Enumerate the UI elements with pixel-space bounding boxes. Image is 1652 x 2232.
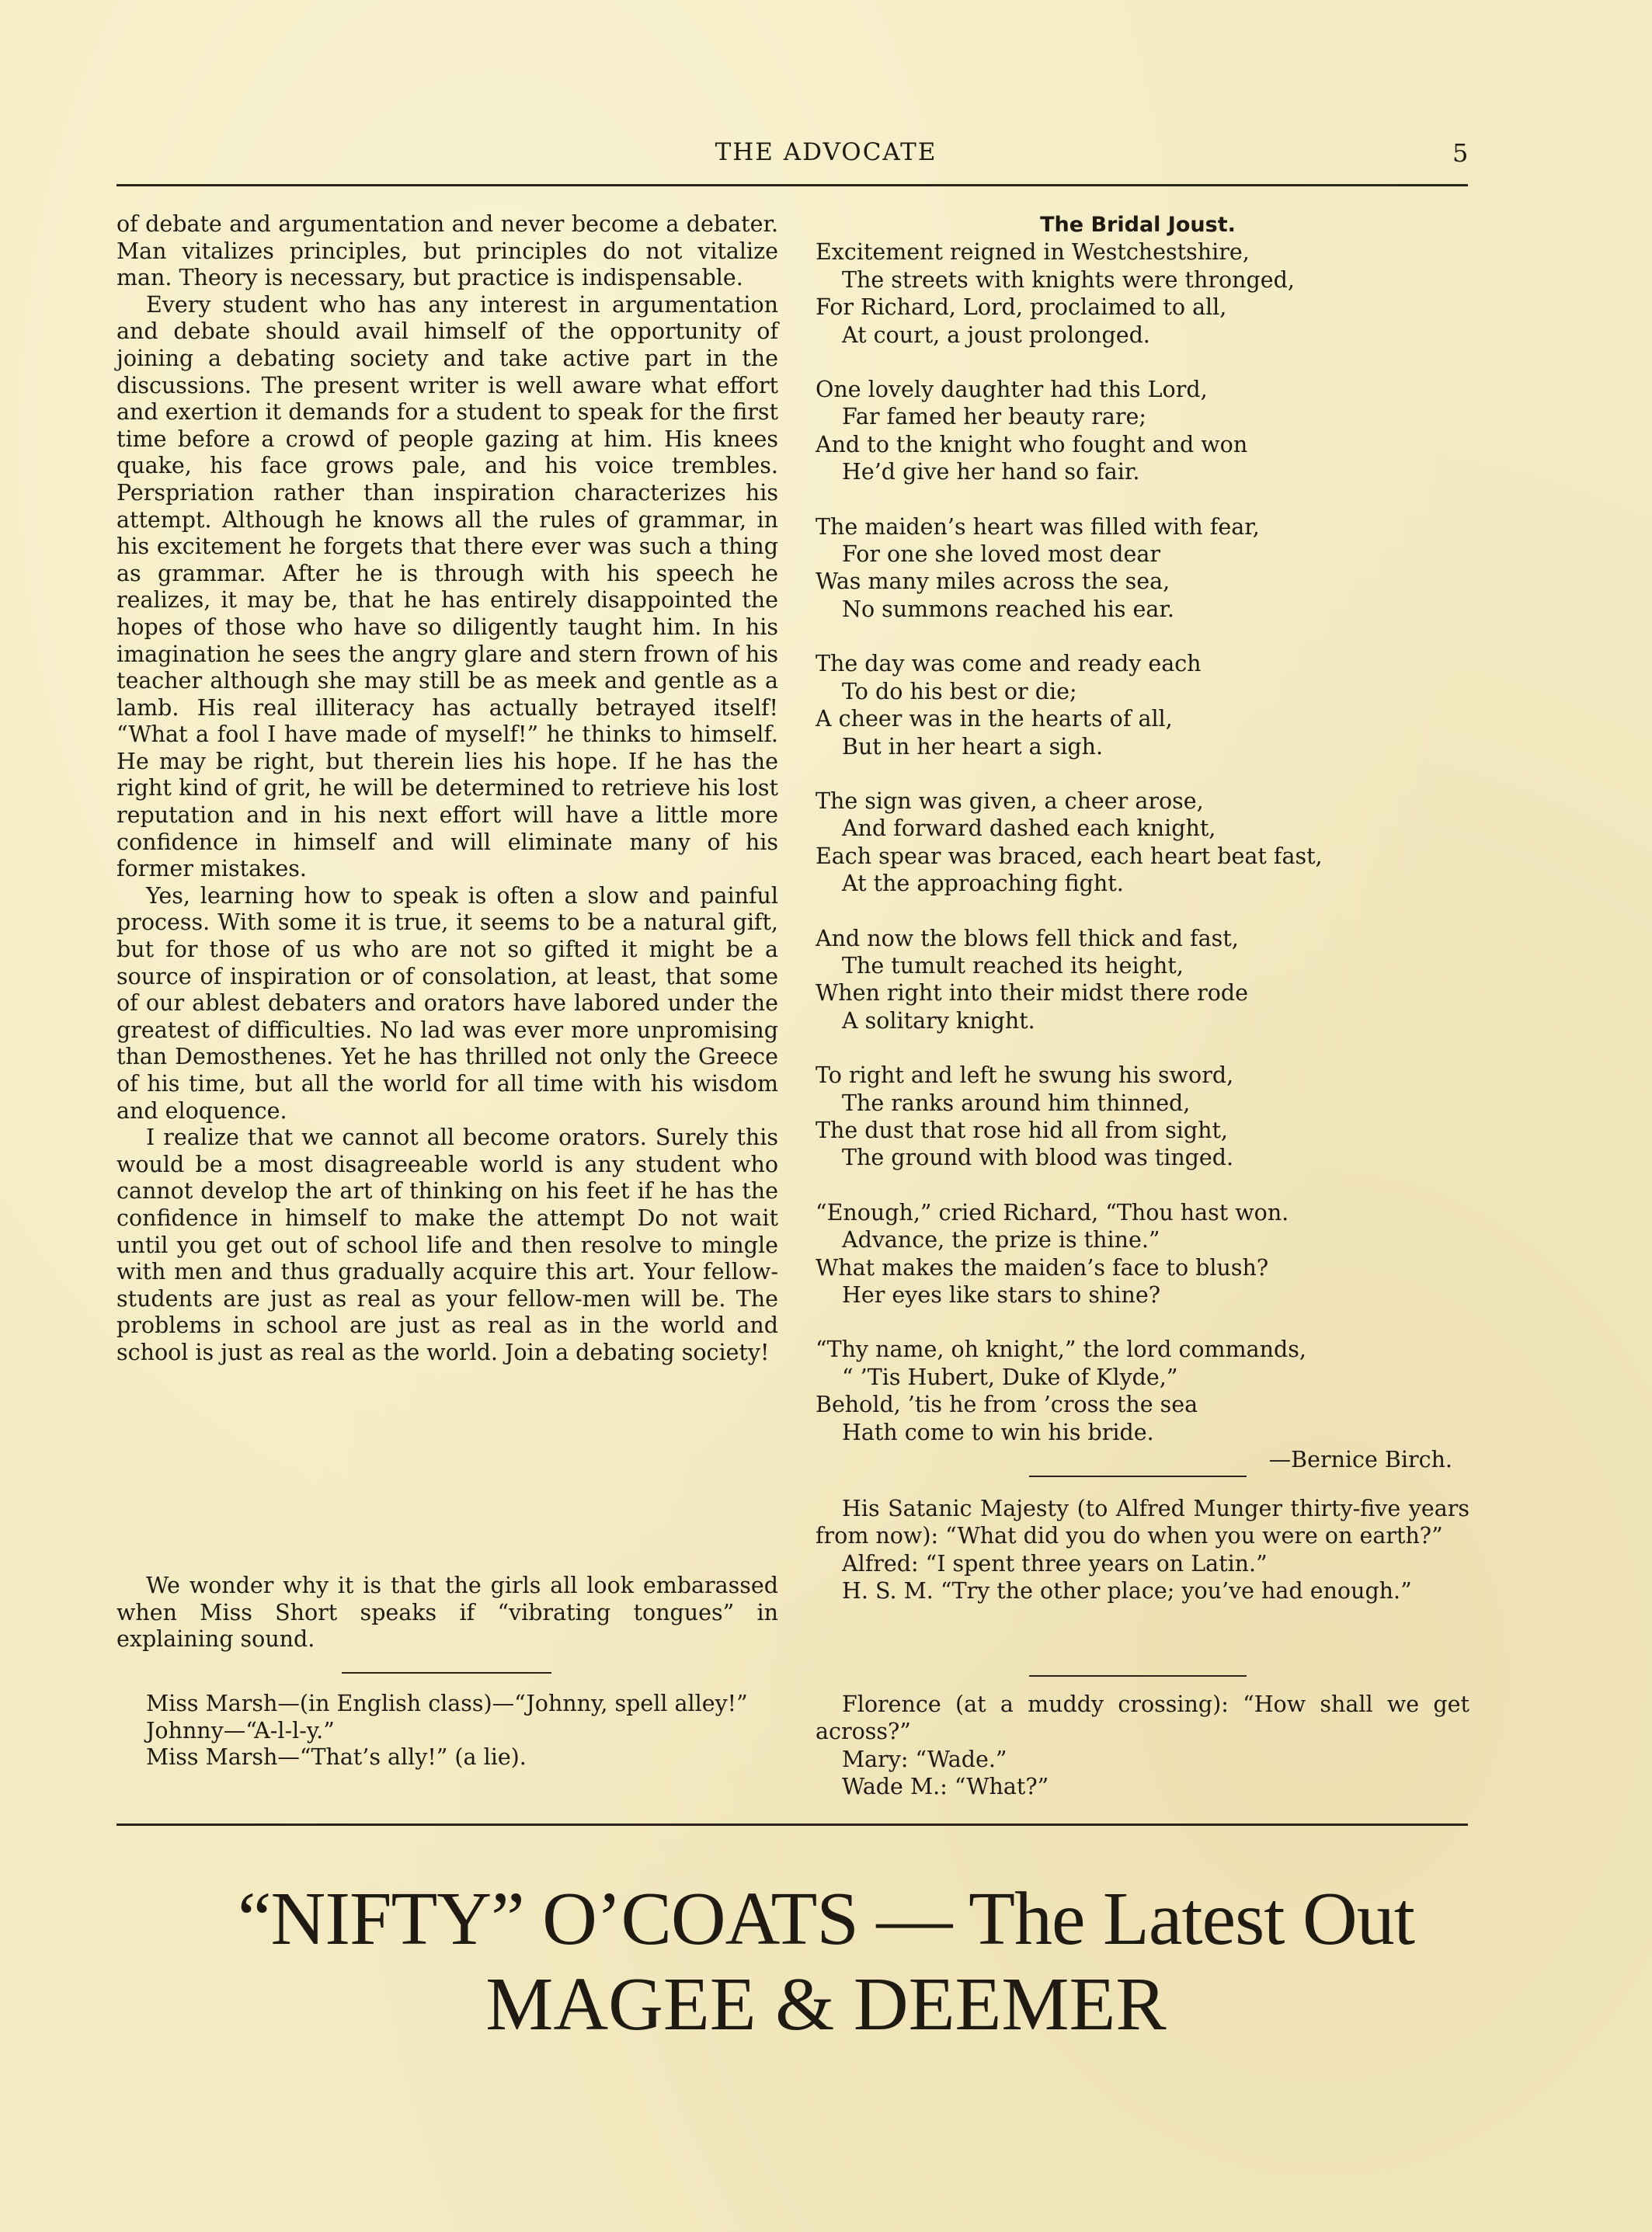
page-number: 5 [1452, 138, 1469, 168]
poem-line: The streets with knights were thronged, [842, 266, 1295, 293]
poem-line: Excitement reigned in Westchestshire, [816, 239, 1250, 266]
joke-line: Florence (at a muddy crossing): “How shall we get across?” [816, 1691, 1469, 1745]
poem-line: Behold, ’tis he from ’cross the sea [816, 1392, 1198, 1418]
poem-line: For one she loved most dear [842, 541, 1160, 568]
poem-line: Her eyes like stars to shine? [842, 1282, 1160, 1308]
essay-paragraph: Every student who has any interest in argumentation and debate should avail himself of the opportunity of joining a debating society and take active part in the discussions. The present writer is well aware what effort and exertion it demands for a student to speak for the first time before a crowd of people gazing at him. His knees quake, his face grows pale, and his voice trembles. Perspriation rather than inspiration characterizes his attempt. Although he knows all the rules of grammar, in his excitement he forgets that there ever was such a thing as grammar. After he is through with his speech he realizes, it may be, that he has entirely disappointed the hopes of those who have so diligently taught him. In his imagination he sees the angry glare and stern frown of his teacher although she may still be as meek and gentle as a lamb. His real illiteracy has actually betrayed itself! “What a fool I have made of myself!” he thinks to himself. He may be right, but therein lies his hope. If he has the right kind of grit, he will be determined to retrieve his lost reputation and in his next effort will have a little more confidence in himself and will eliminate many of his former mistakes. [117, 291, 778, 882]
poem-stanza [816, 1336, 1460, 1446]
poem-line: “Enough,” cried Richard, “Thou hast won. [816, 1199, 1289, 1226]
poem-line: Hath come to win his bride. [842, 1419, 1154, 1445]
left-separator-1 [342, 1672, 551, 1674]
essay-paragraph: Yes, learning how to speak is often a slow and painful process. With some it is true, it seems to be a natural gift, but for those of us who are not so gifted it might be a source of inspiration or of consolation, at least, that some of our ablest debaters and orators have labored under the greatest of difficulties. No lad was ever more unpromising than Demosthenes. Yet he has thrilled not only the Greece of his time, but all the world for all time with his wisdom and eloquence. [117, 882, 778, 1124]
joke-line: H. S. M. “Try the other place; you’ve had enough.” [842, 1578, 1412, 1604]
poem-line: Was many miles across the sea, [816, 568, 1170, 595]
joke-line: Miss Marsh—“That’s ally!” (a lie). [146, 1744, 527, 1771]
joke-text: We wonder why it is that the girls all look embarassed when Miss Short speaks if “vibrating tongues” in explaining sound. [117, 1573, 778, 1653]
poem-line: Far famed her beauty rare; [842, 404, 1146, 430]
poem-stanza [816, 787, 1460, 898]
essay-paragraph: of debate and argumentation and never become a debater. Man vitalizes principles, but principles do not vitalize man. Theory is necessary, but practice is indispensable. [117, 211, 778, 291]
poem-line: The dust that rose hid all from sight, [816, 1117, 1228, 1143]
poem-line: A cheer was in the hearts of all, [816, 706, 1173, 732]
joke-vibrating-tongues [117, 1573, 778, 1653]
essay-paragraph: I realize that we cannot all become orators. Surely this would be a most disagreeable world is any student who cannot develop the art of thinking on his feet if he has the confidence in himself to make the attempt Do not wait until you get out of school life and then resolve to mingle with men and thus gradually acquire this art. Your fellow-students are just as real as your fellow-men will be. The problems in school are just as real as in the world and school is just as real as the world. Join a debating society! [117, 1125, 778, 1365]
poem-line: A solitary knight. [842, 1007, 1035, 1034]
poem-line: When right into their midst there rode [816, 980, 1249, 1006]
poem-author: —Bernice Birch. [1268, 1447, 1452, 1473]
poem-line: At court, a joust prolonged. [842, 322, 1150, 348]
poem-line: One lovely daughter had this Lord, [816, 377, 1208, 403]
poem-line: The day was come and ready each [816, 651, 1202, 677]
poem-line: To right and left he swung his sword, [816, 1062, 1234, 1089]
poem-line: At the approaching fight. [842, 871, 1124, 897]
poem-stanza [816, 376, 1460, 486]
poem-line: Each spear was braced, each heart beat fast, [816, 843, 1323, 869]
poem-column [816, 211, 1460, 1473]
poem-stanza [816, 1062, 1460, 1172]
joke-line: His Satanic Majesty (to Alfred Munger thirty-five years from now): “What did you do when you were on earth?” [816, 1496, 1469, 1549]
poem-stanza [816, 650, 1460, 760]
poem-line: The sign was given, a cheer arose, [816, 787, 1204, 814]
right-separator-1 [1029, 1476, 1247, 1477]
poem-line: “Thy name, oh knight,” the lord commands, [816, 1337, 1306, 1363]
poem-line: But in her heart a sigh. [842, 733, 1104, 760]
poem-line: The tumult reached its height, [842, 952, 1184, 979]
ad-store-name: MAGEE & DEEMER [485, 1963, 1167, 2046]
poem-stanza [816, 238, 1460, 349]
joke-alley [117, 1691, 778, 1771]
joke-line: Alfred: “I spent three years on Latin.” [842, 1550, 1268, 1577]
poem-stanza [816, 513, 1460, 624]
poem-line: No summons reached his ear. [842, 596, 1174, 622]
joke-line: Mary: “Wade.” [842, 1746, 1007, 1772]
ad-headline: “NIFTY” O’COATS — The Latest Out [238, 1877, 1414, 1961]
poem-title: The Bridal Joust. [1040, 213, 1236, 237]
joke-line: Johnny—“A-l-l-y.” [146, 1717, 335, 1744]
poem-line: He’d give her hand so fair. [842, 459, 1140, 485]
joke-line: Wade M.: “What?” [842, 1774, 1049, 1800]
right-separator-2 [1029, 1675, 1247, 1677]
poem-line: “ ’Tis Hubert, Duke of Klyde,” [842, 1364, 1178, 1390]
poem-line: The maiden’s heart was filled with fear, [816, 513, 1260, 540]
joke-satanic-majesty [816, 1495, 1469, 1605]
poem-stanza [816, 1199, 1460, 1309]
advertisement-rule [117, 1823, 1468, 1826]
poem-line: What makes the maiden’s face to blush? [816, 1254, 1269, 1281]
poem-line: To do his best or die; [842, 678, 1077, 704]
poem-line: And now the blows fell thick and fast, [816, 925, 1239, 951]
poem-line: Advance, the prize is thine.” [842, 1227, 1160, 1253]
left-column [117, 211, 778, 1367]
running-title: THE ADVOCATE [715, 138, 937, 166]
header-rule [117, 184, 1468, 186]
poem-line: And to the knight who fought and won [816, 431, 1248, 457]
poem-line: And forward dashed each knight, [842, 815, 1216, 842]
poem-stanza [816, 925, 1460, 1035]
poem-line: The ground with blood was tinged. [842, 1145, 1234, 1171]
poem-line: For Richard, Lord, proclaimed to all, [816, 294, 1227, 321]
poem-stanzas [816, 238, 1460, 1446]
joke-florence [816, 1691, 1469, 1801]
joke-line: Miss Marsh—(in English class)—“Johnny, spell alley!” [146, 1691, 748, 1716]
poem-line: The ranks around him thinned, [842, 1090, 1191, 1116]
